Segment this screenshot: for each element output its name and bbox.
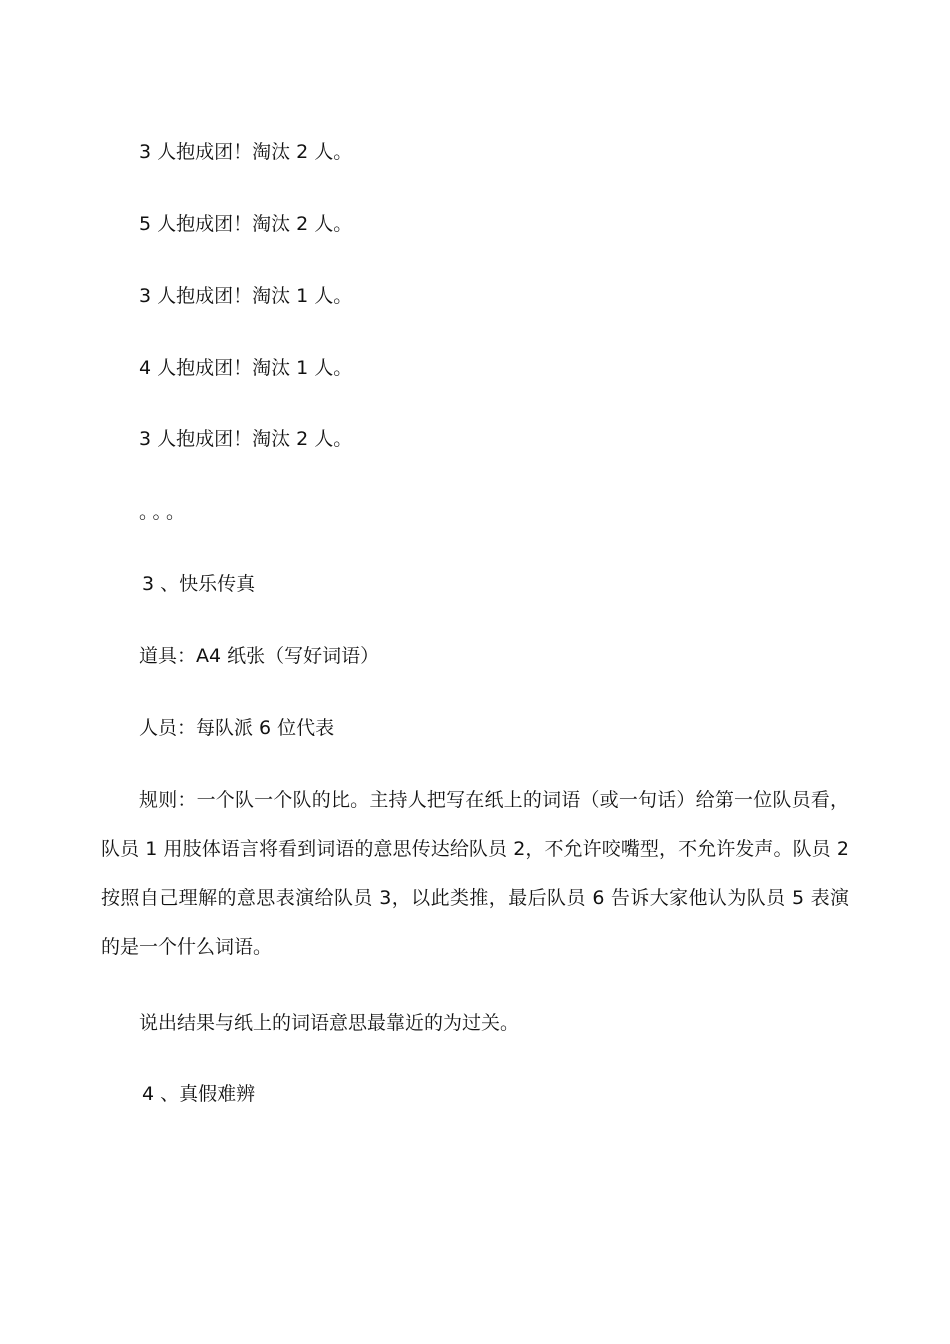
section-3-rules: 规则：一个队一个队的比。主持人把写在纸上的词语（或一句话）给第一位队员看，队员 1 用肢体语言将看到词语的意思传达给队员 2，不允许咬嘴型，不允许发声。队员 2 按照自己理解的意思表演给队员 3，以此类推，最后队员 6 告诉大家他认为队员 5 表演的是一个什么词语。: [101, 789, 849, 958]
elimination-line-4: 4 人抱成团！淘汰 1 人。: [139, 357, 353, 379]
elimination-line-5: 3 人抱成团！淘汰 2 人。: [139, 428, 353, 450]
section-3-props: 道具：A4 纸张（写好词语）: [139, 645, 380, 667]
section-3-pass-condition: 说出结果与纸上的词语意思最靠近的为过关。: [139, 1012, 520, 1034]
elimination-line-3: 3 人抱成团！淘汰 1 人。: [139, 285, 353, 307]
elimination-line-2: 5 人抱成团！淘汰 2 人。: [139, 213, 353, 235]
ellipsis-text: 。。。: [139, 501, 190, 523]
section-4-title: 4 、真假难辨: [142, 1083, 256, 1105]
section-3-title: 3 、快乐传真: [142, 573, 256, 595]
elimination-line-1: 3 人抱成团！淘汰 2 人。: [139, 141, 353, 163]
section-3-people: 人员：每队派 6 位代表: [139, 717, 335, 739]
